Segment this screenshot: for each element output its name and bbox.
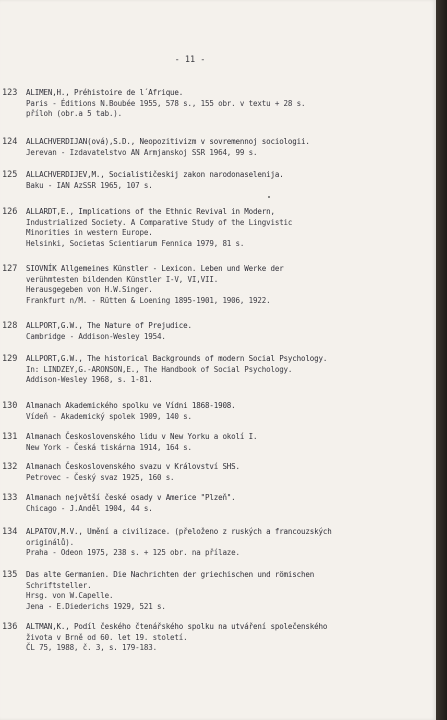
entry-number: 123 [2, 88, 18, 98]
entry-line: Petrovec - Český svaz 1925, 160 s. [26, 472, 175, 482]
entry-text [26, 264, 432, 306]
entry-line: Minorities in western Europe. [26, 228, 153, 237]
page-number: - 11 - [174, 55, 206, 65]
entry-line: příloh (obr.a 5 tab.). [26, 109, 123, 118]
entry-text [26, 137, 432, 158]
entry-line: ALPATOV,M.V., Umění a civilizace. (přeloženo z ruských a francouzských [26, 527, 332, 536]
entry-line: ČL 75, 1988, č. 3, s. 179-183. [26, 643, 157, 652]
entry-number: 131 [2, 432, 18, 442]
entry-number: 125 [2, 170, 18, 180]
entry-line: verühmtesten bildenden Künstler I-V, VI,VII. [26, 274, 219, 284]
entry-line: Helsinki, Societas Scientiarum Fennica 1979, 81 s. [26, 238, 245, 248]
entry-line: Baku - IAN AzSSR 1965, 107 s. [26, 180, 153, 190]
entry-line: Chicago - J.Anděl 1904, 44 s. [26, 503, 153, 513]
entry-text [26, 170, 432, 191]
entry-line: Addison-Wesley 1968, s. 1-81. [26, 375, 153, 384]
entry-line: originálů). [26, 537, 75, 547]
entry-line: ALLARDT,E., Implications of the Ethnic Revival in Modern, [26, 207, 275, 216]
entry-line: Industrialized Society. A Comparative Study of the Lingvistic [26, 217, 293, 227]
entry-number: 136 [2, 622, 18, 632]
entry-number: 133 [2, 493, 18, 503]
entry-line: In: LINDZEY,G.-ARONSON,E., The Handbook of Social Psychology. [26, 364, 293, 374]
entry-line: Almanach Akademického spolku ve Vídni 1868-1908. [26, 401, 236, 410]
entry-number: 129 [2, 354, 18, 364]
entry-text [26, 401, 432, 422]
entry-number: 130 [2, 401, 18, 411]
entry-line: Hrsg. von W.Capelle. [26, 591, 114, 600]
entry-text [26, 88, 432, 120]
paper-speck [268, 196, 270, 198]
entry-line: ALIMEN,H., Préhistoire de l´Afrique. [26, 88, 184, 97]
entry-text [26, 432, 432, 453]
entry-line: SIOVNÍK Allgemeines Künstler - Lexicon. Leben und Werke der [26, 264, 284, 273]
entry-number: 126 [2, 207, 18, 217]
entry-line: Das alte Germanien. Die Nachrichten der griechischen und römischen [26, 570, 315, 579]
entry-line: Paris - Éditions N.Boubée 1955, 578 s., 155 obr. v textu + 28 s. [26, 98, 306, 108]
entry-line: ALLPORT,G.W., The Nature of Prejudice. [26, 321, 192, 330]
entry-text [26, 493, 432, 514]
entry-line: ALLACHVERDIJAN(ová),S.D., Neopozitivizm v sovremennoj sociologii. [26, 137, 310, 146]
entry-line: Schriftsteller. [26, 580, 92, 590]
entry-line: života v Brně od 60. let 19. století. [26, 632, 188, 642]
entry-number: 124 [2, 137, 18, 147]
entry-number: 128 [2, 321, 18, 331]
entry-line: ALLACHVERDIJEV,M., Socialističeskij zakon narodonaselenija. [26, 170, 284, 179]
entry-text [26, 207, 432, 249]
entry-number: 135 [2, 570, 18, 580]
entry-line: Cambridge - Addison-Wesley 1954. [26, 331, 166, 341]
entry-line: Jerevan - Izdavatelstvo AN Armjanskoj SSR 1964, 99 s. [26, 147, 258, 157]
entry-text [26, 354, 432, 386]
entry-number: 132 [2, 462, 18, 472]
entry-text [26, 570, 432, 612]
entry-text [26, 622, 432, 654]
entry-line: Almanach Československého lidu v New Yorku a okolí I. [26, 432, 258, 441]
entry-line: Praha - Odeon 1975, 238 s. + 125 obr. na přílaze. [26, 548, 240, 557]
entry-text [26, 462, 432, 483]
page-edge-shadow [436, 0, 447, 720]
entry-line: New York - Česká tiskárna 1914, 164 s. [26, 442, 192, 452]
entry-line: Frankfurt n/M. - Rütten & Loening 1895-1901, 1906, 1922. [26, 295, 271, 305]
entry-line: ALTMAN,K., Podíl českého čtenářského spolku na utváření společenského [26, 622, 328, 631]
entry-line: Almanach Československého svazu v Království SHS. [26, 462, 240, 471]
entry-text [26, 527, 432, 559]
entry-line: ALLPORT,G.W., The historical Backgrounds of modern Social Psychology. [26, 354, 328, 363]
entry-number: 127 [2, 264, 18, 274]
entry-line: Herausgegeben von H.W.Singer. [26, 285, 153, 294]
entry-text [26, 321, 432, 342]
entry-line: Vídeň - Akademický spolek 1909, 140 s. [26, 411, 192, 421]
entry-number: 134 [2, 527, 18, 537]
entry-line: Jena - E.Diederichs 1929, 521 s. [26, 601, 166, 611]
entry-line: Almanach největší české osady v Americe "Plzeň". [26, 493, 236, 502]
